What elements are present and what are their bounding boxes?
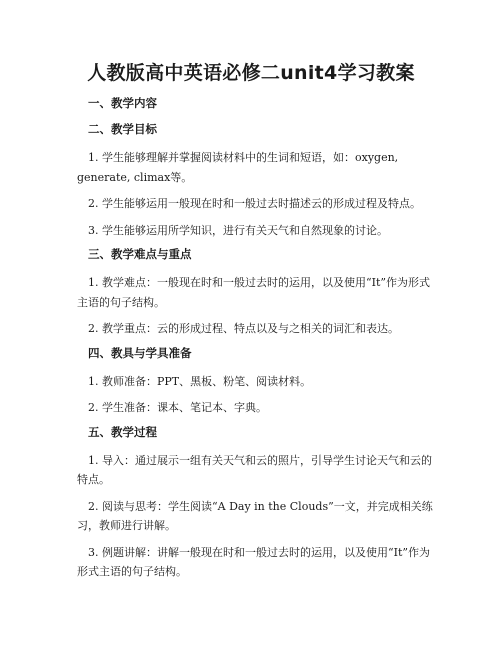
item-number: 2. [88,499,99,513]
item-text: 教师准备：PPT、黑板、粉笔、阅读材料。 [102,374,312,388]
item-number: 2. [88,322,99,335]
item-text: 学生准备：课本、笔记本、字典。 [102,401,267,414]
list-item [77,372,440,392]
item-text: 学生能够理解并掌握阅读材料中的生词和短语，如：oxygen, generate, climax等。 [77,151,399,184]
section-heading: 五、教学过程 [88,424,157,439]
list-item [77,451,440,490]
document-body [77,96,440,589]
item-number: 3. [88,223,99,237]
item-number: 3. [88,545,99,559]
item-number: 1. [88,151,99,164]
item-text: 学生能够运用一般现在时和一般过去时描述云的形成过程及特点。 [102,197,421,210]
item-number: 1. [88,276,99,289]
item-number: 2. [88,197,99,210]
list-item [77,497,440,536]
list-item [77,221,440,241]
list-item [77,148,440,187]
list-item [77,398,440,418]
item-text: 教学重点：云的形成过程、特点以及与之相关的词汇和表达。 [102,322,399,335]
item-text: 导入：通过展示一组有关天气和云的照片，引导学生讨论天气和云的特点。 [77,453,432,486]
item-text: 例题讲解：讲解一般现在时和一般过去时的运用，以及使用“It”作为形式主语的句子结构。 [77,545,431,578]
section-heading: 二、教学目标 [88,122,157,136]
list-item [77,319,440,339]
section-heading: 三、教学难点与重点 [88,247,192,261]
item-text: 阅读与思考：学生阅读“A Day in the Clouds”一文，并完成相关练习，教师进行讲解。 [77,499,433,532]
list-item [77,273,440,312]
section-heading: 四、教具与学具准备 [88,345,192,360]
list-item [77,194,440,214]
item-number: 2. [88,401,99,414]
item-number: 1. [88,374,99,388]
item-text: 学生能够运用所学知识，进行有关天气和自然现象的讨论。 [102,223,388,237]
section-heading: 一、教学内容 [88,96,157,110]
list-item [77,543,440,582]
document-title: 人教版高中英语必修二unit4学习教案 [87,62,415,84]
item-number: 1. [88,453,99,467]
item-text: 教学难点：一般现在时和一般过去时的运用，以及使用“It”作为形式主语的句子结构。 [77,276,431,309]
